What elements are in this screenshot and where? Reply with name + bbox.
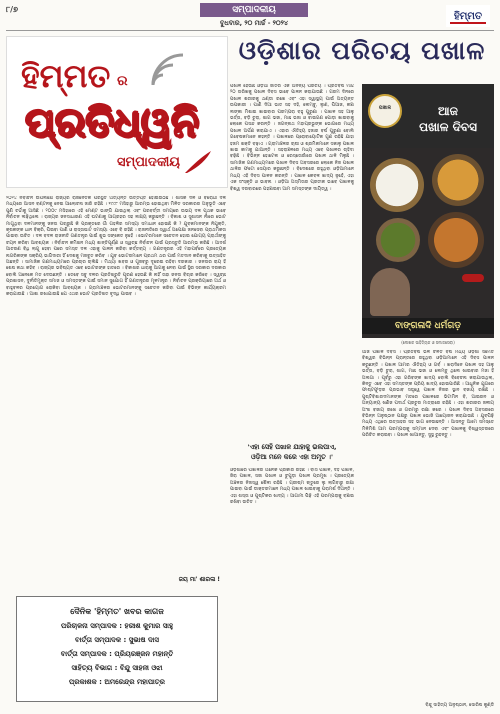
editorial-banner bbox=[6, 36, 228, 188]
chili-icon bbox=[462, 274, 484, 282]
feature-article bbox=[230, 36, 494, 708]
editorial-signoff: ଜୟ ମା' ଶାରଳା ! bbox=[178, 576, 220, 583]
article-photo bbox=[362, 84, 494, 338]
author-photo bbox=[370, 268, 410, 316]
quill-pen-icon bbox=[183, 149, 213, 175]
info-news-editor-2: ବାର୍ତ୍ତା ସମ୍ପାଦକ : ପ୍ରିୟରଞ୍ଜନ ମହାନ୍ତି bbox=[60, 650, 174, 658]
author-name-banner: ବାଙ୍ଗଳାଦି ଧର୍ମଗଡ଼ bbox=[362, 318, 494, 334]
info-managing-editor: ପରିଚାଳନା ସମ୍ପାଦକ : ହରୀଶ କୁମାର ସାହୁ bbox=[60, 622, 174, 630]
food-bowl-curry bbox=[432, 154, 484, 206]
pull-quote-line-2: ଓଡ଼ିଆ ମନେ କରେ ଏହା ଅମୃତ ।' bbox=[251, 453, 333, 461]
photo-caption: (ଲେଖକ ସାହିତ୍ୟିକ ଓ ସମାଜସେବୀ) bbox=[401, 340, 455, 345]
info-literature-desk: ସାହିତ୍ୟ ବିଭାଗ : ବିନ୍ଦୁ ସାହନୀ ଓଝା bbox=[71, 664, 163, 672]
editorial-column bbox=[6, 36, 226, 708]
article-column-b: ଆଜି ପଖାଳ ଦିବସ । ପ୍ରତିବର୍ଷ ଭଳି ଚଳିତ ବର୍ଷ ମଧ୍ୟ ଓଡ଼ିଶା ସମେତ ବିଶ୍ୱର ବିଭିନ୍ନ ପ୍ରାନ୍ତରେ ରହୁଥିବା ଓଡ଼ିଆମାନେ ଏହି ଦିବସ ପାଳନ କରୁଛନ୍ତି । ପଖାଳ ଆମର ଐତିହ୍ୟ ଓ ଗର୍ବ । ଖରାଦିନେ ପଖାଳ ସହ ଆଳୁ ଭର୍ତ୍ତା, ବଡ଼ି ଚୁରା, ଶାଗ, ମାଛ ଭଜା ଓ ଲେମ୍ବୁ ଥିଲେ ଖାଇବାର ମଜା ହିଁ ଅଲଗା । ପୂର୍ବରୁ ଏହା ଗରିବଙ୍କ ଖାଦ୍ୟ ବୋଲି ବିବେଚନା କରାଯାଉଥିଲା, କିନ୍ତୁ ଏବେ ଏହା ସମସ୍ତଙ୍କ ପ୍ରିୟ ଖାଦ୍ୟ ହୋଇପାରିଛି । ଆଧୁନିକ ଯୁଗରେ ଫାଷ୍ଟଫୁଡ଼ର ପ୍ରଭାବ ସତ୍ତ୍ୱେ ପଖାଳ ନିଜର ସ୍ଥାନ ବଜାୟ ରଖିଛି । ପୁଷ୍ଟିବିଶାରଦମାନଙ୍କ ମତରେ ପଖାଳରେ ଭିଟାମିନ ବି, ଆଇରନ ଓ ଅନ୍ୟାନ୍ୟ ଖଣିଜ ପଦାର୍ଥ ପ୍ରଚୁର ମାତ୍ରାରେ ରହିଛି । ଏହା ଶରୀରର ଜଳୀୟ ଅଂଶ ବଜାୟ ରଖେ ଓ ଗରମରୁ ରକ୍ଷା କରେ । ପଖାଳ ଦିବସ ଅବସରରେ ବିଭିନ୍ନ ଅନୁଷ୍ଠାନ ପକ୍ଷରୁ ପଖାଳ ଭୋଜି ଆୟୋଜନ କରାଯାଉଛି । ଯୁବପିଢ଼ି ମଧ୍ୟ ଏଥିରେ ଉତ୍ସାହର ସହ ଭାଗ ନେଉଛନ୍ତି । ଆସନ୍ତୁ ଆମେ ସମସ୍ତେ ମିଳିମିଶି ଆମ ପରମ୍ପରାକୁ ସମ୍ମାନ ଦେବା ଏବଂ ପଖାଳକୁ ବିଶ୍ୱସ୍ତରରେ ପରିଚିତ କରାଇବା । ପଖାଳ ଖାଆନ୍ତୁ, ସୁସ୍ଥ ରୁହନ୍ତୁ । bbox=[362, 350, 494, 439]
photo-header bbox=[362, 84, 494, 148]
editorial-body: ୨୦୨୪ ନିର୍ବାଚନ ଉପଲକ୍ଷେ ରାଜ୍ୟର ରାଜନୈତିକ ପରିସ୍ଥିତି ଅତ୍ୟନ୍ତ ଉତ୍ତପ୍ତ ହୋଇଉଠିଛି । ଶାସକ ଦଳ ଓ ବିରୋଧୀ ଦଳ ମଧ୍ୟରେ ଆସନ ବଣ୍ଟନକୁ ନେଇ ଆଲୋଚନା ଜାରି ରହିଛି । ୧୯୯୮ ମସିହାରୁ ଆରମ୍ଭ ହୋଇଥିବା ମିଳିତ ସରକାରର ଅନୁଭୂତି ଏବେ ପୁଣି ଚର୍ଚ୍ଚାକୁ ଆସିଛି । ୨୦୦୯ ମସିହାରେ ଏହି ମେଣ୍ଟ ଭାଙ୍ଗି ଯାଇଥିଲା ଏବଂ ପରବର୍ତ୍ତୀ ସମୟରେ ଉଭୟ ଦଳ ପୃଥକ ଭାବେ ନିର୍ବାଚନ ଲଢ଼ିଥିଲେ । ରାଜ୍ୟର ଜନସାଧାରଣ ଏହି ଘଟଣାକୁ ଆଗ୍ରହର ସହ ଲକ୍ଷ୍ୟ କରୁଛନ୍ତି । ବିକାଶ ଓ ସୁଶାସନ ନାଁରେ ଭୋଟ ମାଗୁଥିବା ଦଳମାନଙ୍କୁ ଜନତା ପଚାରୁଛି କି ପ୍ରକୃତରେ ଗାଁ ଗହଳିର ସମସ୍ୟା ସମାଧାନ ହୋଇଛି କି ? ଯୁବକମାନଙ୍କ ନିଯୁକ୍ତି, କୃଷକଙ୍କ ଧାନ ବିକ୍ରି, ପିଇବା ପାଣି ଓ ରାସ୍ତାଘାଟ ସମସ୍ୟା ଏବେ ବି ରହିଛି । ରାଜନୀତିରେ ସ୍ୱାର୍ଥ ଅପେକ୍ଷା ଜନସେବା ପ୍ରାଥମିକତା ପାଇବା ଉଚିତ । ଦଳ ବଦଳ ରାଜନୀତି ଗଣତନ୍ତ୍ର ପାଇଁ ଶୁଭ ସଙ୍କେତ ନୁହେଁ । ଭୋଟରମାନେ ସଚେତନ ହୋଇ ଯୋଗ୍ୟ ପ୍ରାର୍ଥୀଙ୍କୁ ଚୟନ କରିବା ଆବଶ୍ୟକ । ନିର୍ବାଚନ କମିଶନ ମଧ୍ୟ ଶାନ୍ତିପୂର୍ଣ୍ଣ ଓ ସ୍ୱଚ୍ଛ ନିର୍ବାଚନ ପାଇଁ ପ୍ରସ୍ତୁତି ଆରମ୍ଭ କରିଛି । ଆଦର୍ଶ ଆଚରଣ ବିଧି ଲାଗୁ ହେବା ପରେ ସମସ୍ତ ଦଳ ଏହାକୁ ପାଳନ କରିବା କର୍ତ୍ତବ୍ୟ । ଗଣତନ୍ତ୍ରର ଏହି ମହାପର୍ବରେ ପ୍ରତ୍ୟେକ ନାଗରିକଙ୍କ ସକ୍ରିୟ ଭାଗିଦାରୀ ହିଁ ଦେଶକୁ ମଜବୁତ କରିବ । ଯୁବ ଭୋଟରମାନେ ପ୍ରଥମ ଥର ପାଇଁ ମତଦାନ କରିବାକୁ ଉତ୍ସାହିତ ଅଛନ୍ତି । ସାମାଜିକ ଗଣମାଧ୍ୟମରେ ପ୍ରଚାର ଚାଲିଛି । ମିଥ୍ୟା ଖବର ଓ ଗୁଜବରୁ ଦୂରେଇ ରହିବା ଦରକାର । ଜନତାର ରାୟ ହିଁ ଶେଷ କଥା କହିବ । ରାଜ୍ୟର ଭବିଷ୍ୟତ ଏବେ ଭୋଟରଙ୍କ ହାତରେ । ବିକାଶର ଧାରାକୁ ଆଗକୁ ନେବା ପାଇଁ ସ୍ଥିର ସରକାର ଦରକାର ବୋଲି ଅନେକେ ମତ ଦେଉଛନ୍ତି । ତେବେ ସବୁ ଦଳର ପ୍ରତିଶ୍ରୁତି ପୂରଣ ହେଉଛି କି ନାହିଁ ତାହା ଜନତା ବିଚାର କରିବେ । ସ୍ୱଚ୍ଛ ପ୍ରଶାସନ, ଦୁର୍ନୀତିମୁକ୍ତ ସମାଜ ଓ ସମସ୍ତଙ୍କ ପାଇଁ ସମାନ ସୁଯୋଗ ହିଁ ଗଣତନ୍ତ୍ରର ମୂଳମନ୍ତ୍ର । ନିର୍ବାଚନ ପ୍ରକ୍ରିୟାରେ ଅର୍ଥ ଓ ବାହୁବଳର ପ୍ରୟୋଗ ରୋକିବା ଆବଶ୍ୟକ । ଗ୍ରାମାଞ୍ଚଳର ଭୋଟରମାନଙ୍କୁ ସଚେତନ କରିବା ପାଇଁ ବିଭିନ୍ନ କାର୍ଯ୍ୟକ୍ରମ କରାଯାଉଛି । ଆଶା ରଖାଯାଉଛି ଯେ ଏଥର ଭୋଟ ପ୍ରତିଶତ ବୃଦ୍ଧି ପାଇବ । bbox=[6, 196, 226, 298]
info-news-editor-1: ବାର୍ତ୍ତା ସମ୍ପାଦକ : ସୁଭାଷ ଦାସ bbox=[75, 636, 159, 644]
author-credit: ବିନ୍ଦୁ ସାହିତ୍ୟ ଅନୁଷ୍ଠାନ, ସୋରିଷ କୁଣ୍ଡି bbox=[425, 703, 494, 708]
article-column-a: ପଖାଳ ହେଉଛି ଓଡ଼ିଆ ଜାତିର ଏକ ଅନନ୍ୟ ପରିଚୟ । ପ୍ରତିବର୍ଷ ମାର୍ଚ୍ଚ ୨୦ ତାରିଖକୁ ପଖାଳ ଦିବସ ଭାବେ ପାଳନ କରାଯାଉଛି । ଗରମ ଦିନରେ ପଖାଳ ଶରୀରକୁ ଥଣ୍ଡା ରଖେ ଏବଂ ଏହା ସ୍ୱାସ୍ଥ୍ୟ ପାଇଁ ଅତ୍ୟନ୍ତ ଉପକାରୀ । ପାଣି ଦିଆ ଭାତ ସହ ଦହି, ଲେମ୍ବୁ, ଲୁଣ, ପିଆଜ, କଞ୍ଚା ଲଙ୍କା ମିଶାଇ ଖାଇବାର ପରମ୍ପରା ବହୁ ପୁରୁଣା । ପଖାଳ ସହ ଆଳୁ ଭର୍ତ୍ତା, ବଡ଼ି ଚୁରା, ଶାଗ ଭଜା, ମାଛ ଭଜା ଓ ବାଇଗଣ ପୋଡ଼ା ଖାଇବାକୁ ଲୋକେ ପସନ୍ଦ କରନ୍ତି । ଜଗନ୍ନାଥ ମହାପ୍ରଭୁଙ୍କ ଭୋଗରେ ମଧ୍ୟ ପଖାଳ ଅର୍ପଣ କରାଯାଏ । ଏହାର ଐତିହ୍ୟ ହଜାର ବର୍ଷ ପୁରୁଣା ବୋଲି ଗବେଷକମାନେ କହନ୍ତି । ପଖାଳରେ ପ୍ରୋବାୟୋଟିକ ଗୁଣ ରହିଛି ଯାହା ହଜମ ଶକ୍ତି ବଢ଼ାଏ । ଗ୍ରାମାଞ୍ଚଳର ଚାଷୀ ଓ ଶ୍ରମିକମାନେ ସକାଳୁ ପଖାଳ ଖାଇ କାମକୁ ଯାଆନ୍ତି । ସହରାଞ୍ଚଳରେ ମଧ୍ୟ ଏବେ ପଖାଳର ଚାହିଦା ବଢ଼ିଛି । ବିଭିନ୍ନ ହୋଟେଲ ଓ ରେସ୍ତୋରାଁରେ ପଖାଳ ଥାଳି ମିଳୁଛି । ସାମାଜିକ ଗଣମାଧ୍ୟମରେ ପଖାଳ ଦିବସ ଅବସରରେ ଲୋକେ ନିଜ ପଖାଳ ଥାଳିର ଫଟୋ ସେୟାର କରୁଛନ୍ତି । ବିଦେଶରେ ରହୁଥିବା ଓଡ଼ିଆମାନେ ମଧ୍ୟ ଏହି ଦିବସ ପାଳନ କରନ୍ତି । ପଖାଳ କେବଳ ଖାଦ୍ୟ ନୁହେଁ, ଏହା ଏକ ସଂସ୍କୃତି ଓ ଭାବନା । ଓଡ଼ିଆ ଅସ୍ମିତାର ପ୍ରତୀକ ଭାବେ ପଖାଳକୁ ବିଶ୍ୱ ଦରବାରରେ ପହଞ୍ଚାଇବା ଆମ ସମସ୍ତଙ୍କ ଦାୟିତ୍ୱ । bbox=[230, 84, 354, 192]
photo-title-line-2: ପଖାଳ ଦିବସ bbox=[419, 120, 477, 134]
article-headline: ଓଡ଼ିଶାର ପରିଚୟ ପଖାଳ bbox=[238, 36, 486, 65]
header-rule bbox=[6, 30, 494, 31]
info-publisher: ପ୍ରକାଶକ : ଅମରେନ୍ଦ୍ର ମହାପାତ୍ର bbox=[68, 678, 165, 686]
masthead-info-box bbox=[16, 596, 218, 702]
issue-date: ବୁଧବାର, ୨୦ ମାର୍ଚ୍ଚ - ୨୦୨୪ bbox=[220, 19, 288, 27]
article-column-a-continued: ଓଡ଼ିଶାରେ ପଖାଳର ଅନେକ ପ୍ରକାର ରହିଛି । ବାସି ପଖାଳ, ଦହି ପଖାଳ, ଜିରା ପଖାଳ, ସଜା ପଖାଳ ଓ ଚୁପୁଡ଼ା ପଖାଳ ପ୍ରମୁଖ । ପ୍ରତ୍ୟେକ ଅଞ୍ଚଳର ନିଜସ୍ୱ ଶୈଳୀ ରହିଛି । ଗ୍ରୀଷ୍ମ ଋତୁରେ ଲୁ ଲାଗିବାରୁ ରକ୍ଷା ପାଇବା ପାଇଁ ଡାକ୍ତରମାନେ ମଧ୍ୟ ପଖାଳ ଖାଇବାକୁ ପରାମର୍ଶ ଦିଅନ୍ତି । ଏହା ଶସ୍ତା ଓ ପୁଷ୍ଟିକର ଖାଦ୍ୟ । ଆଗାମୀ ପିଢ଼ି ଏହି ପରମ୍ପରାକୁ ବଞ୍ଚାଇ ରଖିବା ଉଚିତ । bbox=[230, 468, 354, 506]
photo-title-line-1: ଆଜ bbox=[438, 104, 458, 118]
banner-word-sampadakiya: ସମ୍ପାଦକୀୟ bbox=[117, 155, 180, 170]
logo-text: ହିମ୍ମତ bbox=[454, 11, 482, 22]
pakhala-badge: ପଖାଳ bbox=[368, 94, 402, 128]
signal-waves-icon bbox=[147, 51, 197, 91]
food-bowl-greens bbox=[376, 218, 420, 262]
pull-quote-line-1: 'ଏହା ସେହି ପଖାଳ ଯାହାକୁ ଭଲପାଏ, bbox=[247, 443, 337, 451]
food-bowl-fish bbox=[428, 212, 484, 268]
page-number: ୮/୭ bbox=[6, 5, 18, 14]
food-bowl-rice bbox=[370, 158, 424, 212]
banner-word-ra: ର bbox=[117, 73, 128, 89]
pull-quote bbox=[230, 442, 354, 462]
masthead-logo bbox=[446, 5, 490, 27]
section-title: ସମ୍ପାଦକୀୟ bbox=[200, 3, 308, 17]
info-paper-name: ଦୈନିକ 'ହିମ୍ମତ' ଖବର କାଗଜ bbox=[70, 607, 164, 616]
banner-word-pratidhwani: ପ୍ରତିଧ୍ୱନି bbox=[25, 99, 199, 146]
banner-word-himmat: ହିମ୍ମତ bbox=[21, 57, 111, 95]
